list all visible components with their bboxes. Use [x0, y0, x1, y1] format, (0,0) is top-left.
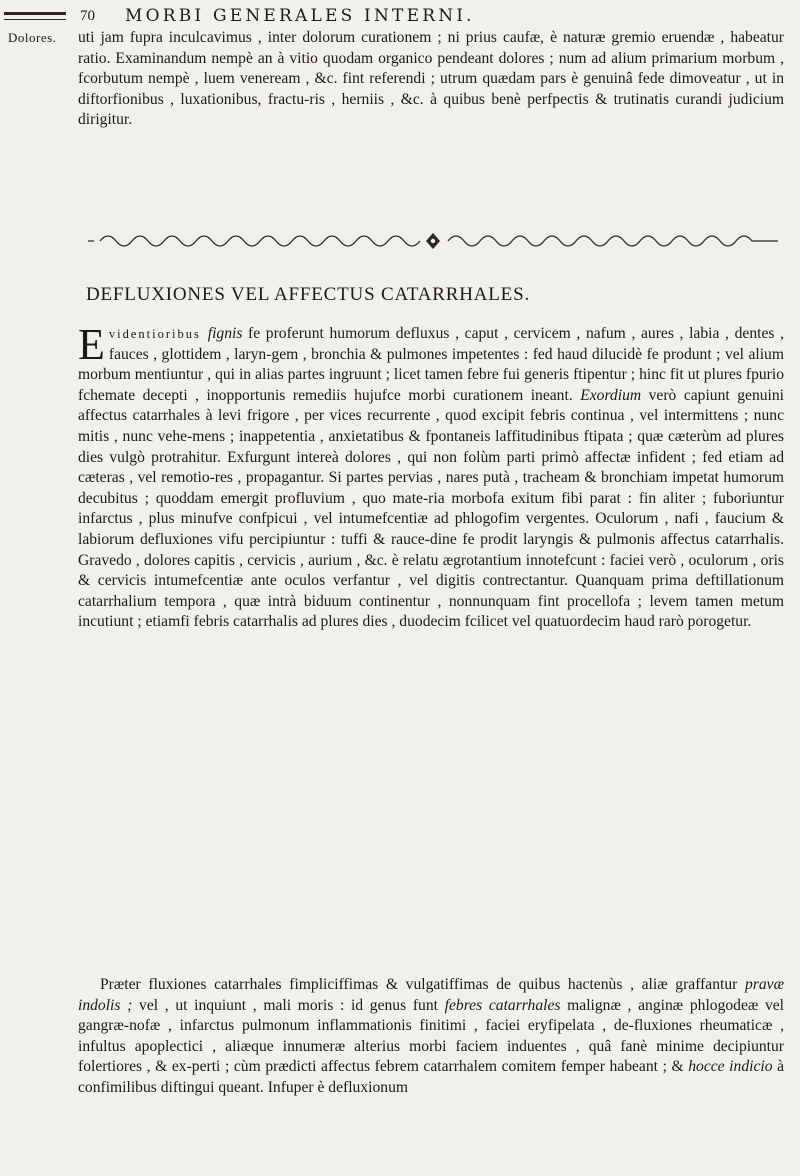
body-text-1: fe proferunt humorum defluxus , caput , cervicem , nafum , aures , labia , dentes , fauces , glottidem , laryn-gem , bronchia & pulmones impetentes : fed haud dilucidè fe produnt ; vel alium morbum mentiuntur , qui in alias partes ingruunt ; licet tamen febre fui generis ftipentur ; hinc fit ut plures fpurio fchemate decepti , inopportunis remediis hujufce morbi curationem ineant. [78, 325, 784, 404]
closing-text-1: Præter fluxiones catarrhales fimpliciffimas & vulgatiffimas de quibus hactenùs , aliæ graffantur [100, 976, 746, 993]
section-body [78, 320, 784, 633]
running-head: MORBI GENERALES INTERNI. [125, 6, 475, 26]
italic-term: fignis [207, 325, 249, 342]
opening-words: videntioribus [108, 327, 208, 341]
closing-text-2: vel , ut inquiunt , mali moris : id genus funt [139, 996, 445, 1014]
margin-rule [4, 12, 66, 15]
section-title: DEFLUXIONES VEL AFFECTUS CATARRHALES. [86, 284, 531, 305]
closing-text-4: à confimilibus diftingui queant. Infuper è defluxionum [78, 1058, 785, 1096]
page-number: 70 [80, 7, 95, 24]
closing-text-3: malignæ , anginæ phlogodeæ vel gangræ-nofæ , infarctus pulmonum inflammationis finitimi , faciei eryfipelata , de-fluxiones rheumaticæ , infultus apoplectici , aliæque innumeræ alterius morbi faciem induentes , quâ fanè minime decipiuntur folertiores , & ex-perti ; cùm prædicti affectus febrem catarrhalem comitem femper habeant ; & [78, 996, 785, 1076]
drop-cap: E [78, 320, 105, 369]
italic-term: pravæ indolis ; [78, 976, 784, 1014]
intro-paragraph: uti jam fupra inculcavimus , inter dolorum curationem ; ni prius caufæ, è naturæ gremio eruendæ , habeatur ratio. Examinandum nempè an à vitio quodam organico pendeant dolores ; num ad alium primarium morbum , fcorbutum nempè , luem veneream , &c. fint referendi ; utrum quædam pars è genuinâ fede dimoveatur , ut in diftorfionibus , luxationibus, fractu-ris , herniis , &c. à quibus benè perfpectis & trutinatis curandi judicium dirigitur. [78, 29, 784, 129]
ornament-divider [88, 230, 778, 252]
italic-term: febres catarrhales [444, 996, 568, 1014]
italic-term: Exordium [580, 386, 649, 404]
closing-paragraph [78, 975, 784, 1099]
italic-term: hocce indicio [688, 1058, 778, 1076]
body-text-2: verò capiunt genuini affectus catarrhales à levi frigore , per vices recurrente , quod excipit febris continua , vel intermittens ; nunc mitis , nunc vehe-mens ; inappetentia , anxietatibus & fpontaneis laffitudinibus ftipata ; quæ cæterùm ad plures dies vulgò protrahitur. Exfurgunt intereà dolores , qui non folùm parti primò affectæ infident ; fed etiam ad cæteras , vel remotio-res , propagantur. Si partes pervias , nares putà , tracheam & bronchiam impetat humorum decubitus ; quoddam emergit profluvium , quo mate-ria morbofa exitum fibi parat : fin aliter ; fuboriuntur infarctus , plus minufve confpicui , vel intumefcentiæ ad phlogofim vergentes. Oculorum , nafi , faucium & labiorum defluxiones vifu percipiuntur : tuffi & rauce-dine fe prodit laryngis & pulmonis affectus catarrhalis. Gravedo , dolores capitis , cervicis , aurium , &c. è relatu ægrotantium innotefcunt : faciei verò , oculorum , oris & cervicis intumefcentiæ ante oculos verfantur , vel digitis contrectantur. Quanquam prima deftillationum catarrhalium tempora , quæ intrà biduum continentur , nonnunquam fint procellofa ; levem tamen metum incutiunt ; etiamfi febris catarrhalis ad plures dies , duodecim fcilicet vel quatuordecim haud rarò porogetur. [78, 386, 784, 631]
page-header [80, 2, 780, 30]
margin-note: Dolores. [8, 30, 57, 45]
margin-rule-thin [4, 19, 66, 20]
